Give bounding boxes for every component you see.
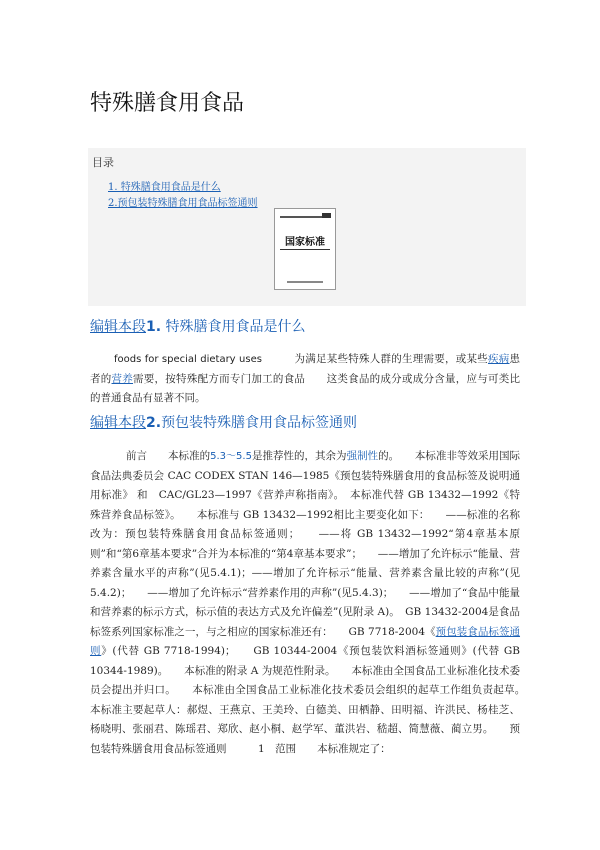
- edit-section-link[interactable]: 编辑本段: [90, 415, 146, 431]
- text: 患者的: [90, 353, 521, 385]
- english-term: foods for special dietary uses: [114, 354, 262, 365]
- toc-item-2[interactable]: 2.预包装特殊膳食用食品标签通则: [108, 198, 258, 209]
- nutrition-link[interactable]: 营养: [111, 372, 134, 385]
- edit-section-link[interactable]: 编辑本段: [90, 319, 146, 335]
- text: 是推荐性的，其余为: [251, 450, 347, 462]
- section-number: 2.: [146, 415, 162, 431]
- text: 的。 本标准非等效采用国际食品法典委员会 CAC CODEX STAN 146—1985《预包装特殊膳食用的食品标签及说明通用标准》 和 CAC/GL23—1997《营养声称指南》。 本标准代替 GB 13432—1992《特殊营养食品标签》。 本标准与 GB 13432—1992相比主要变化如下： ——标准的名称改为：预包装特殊膳食用食品标签通则； ——将 GB 13432—1992“第4章基本原则”和“第6章基本要求”合并为本标准的“第4章基本要求”； ——增加了允许标示“能量、营养素含量水平的声称”(见5.4.1)；——增加了允许标示“能量、营养素含量比较的声称”(见5.4.2)； ——增加了允许标示“营养素作用的声称”(见5.4.3)； ——增加了“食品中能量和营养素的标示方式，标示值的表达方式及允许偏差”(见附录 A)。 GB 13432-2004是食品标签系列国家标准之一，与之相应的国家标准还有： GB 7718-2004《: [90, 450, 521, 638]
- cover-badge: [322, 213, 331, 218]
- text: 需要，按特殊配方而专门加工的食品 这类食品的成分或成分含量，应与可类比的普通食品有显著不同。: [90, 372, 521, 404]
- cover-divider: [280, 249, 330, 250]
- section-heading-2: [90, 412, 357, 432]
- definition-paragraph: [90, 350, 520, 409]
- cover-footer-text: [287, 281, 323, 283]
- page-title: 特殊膳食用食品: [90, 91, 245, 116]
- standard-cover-image: [274, 208, 336, 290]
- text: 》(代替 GB 7718-1994)； GB 10344-2004《预包装饮料酒标签通则》(代替 GB 10344-1989)。 本标准的附录 A 为规范性附录。 本标准由全国食品工业标准化技术委员会提出并归口。 本标准由全国食品工业标准化技术委员会组织的起草工作组负责起草。 本标准主要起草人：郝煜、王燕京、王美玲、白德美、田栖静、田明福、许洪民、杨桂芝、杨晓明、张丽君、陈瑶君、郑欣、赵小桐、赵学军、董洪岩、嵇超、简慧薇、蔺立男。 预包装特殊膳食用食品标签通则 1 范围 本标准规定了：: [90, 645, 541, 755]
- mandatory-term: 强制性: [346, 450, 379, 462]
- disease-link[interactable]: 疾病: [488, 353, 510, 365]
- text: 前言 本标准的: [126, 450, 211, 462]
- text: 为满足某些特殊人群的生理需要，或某些: [294, 353, 488, 365]
- toc-heading: 目录: [92, 156, 114, 169]
- section-title: 特殊膳食用食品是什么: [161, 319, 306, 335]
- section-number: 1.: [146, 319, 162, 335]
- toc-item-1[interactable]: 1. 特殊膳食用食品是什么: [108, 182, 221, 193]
- prepackaged-food-label-link[interactable]: 预包装食品标签通则: [90, 625, 521, 657]
- section-heading-1: [90, 316, 306, 336]
- table-of-contents: [88, 148, 526, 306]
- cover-header-text: [280, 216, 324, 218]
- recommended-clauses: 5.3～5.5: [210, 451, 252, 462]
- toc-list: [108, 180, 258, 212]
- standard-paragraph: [90, 447, 541, 759]
- cover-title: 国家标准: [285, 237, 325, 248]
- section-title: 预包装特殊膳食用食品标签通则: [161, 415, 358, 431]
